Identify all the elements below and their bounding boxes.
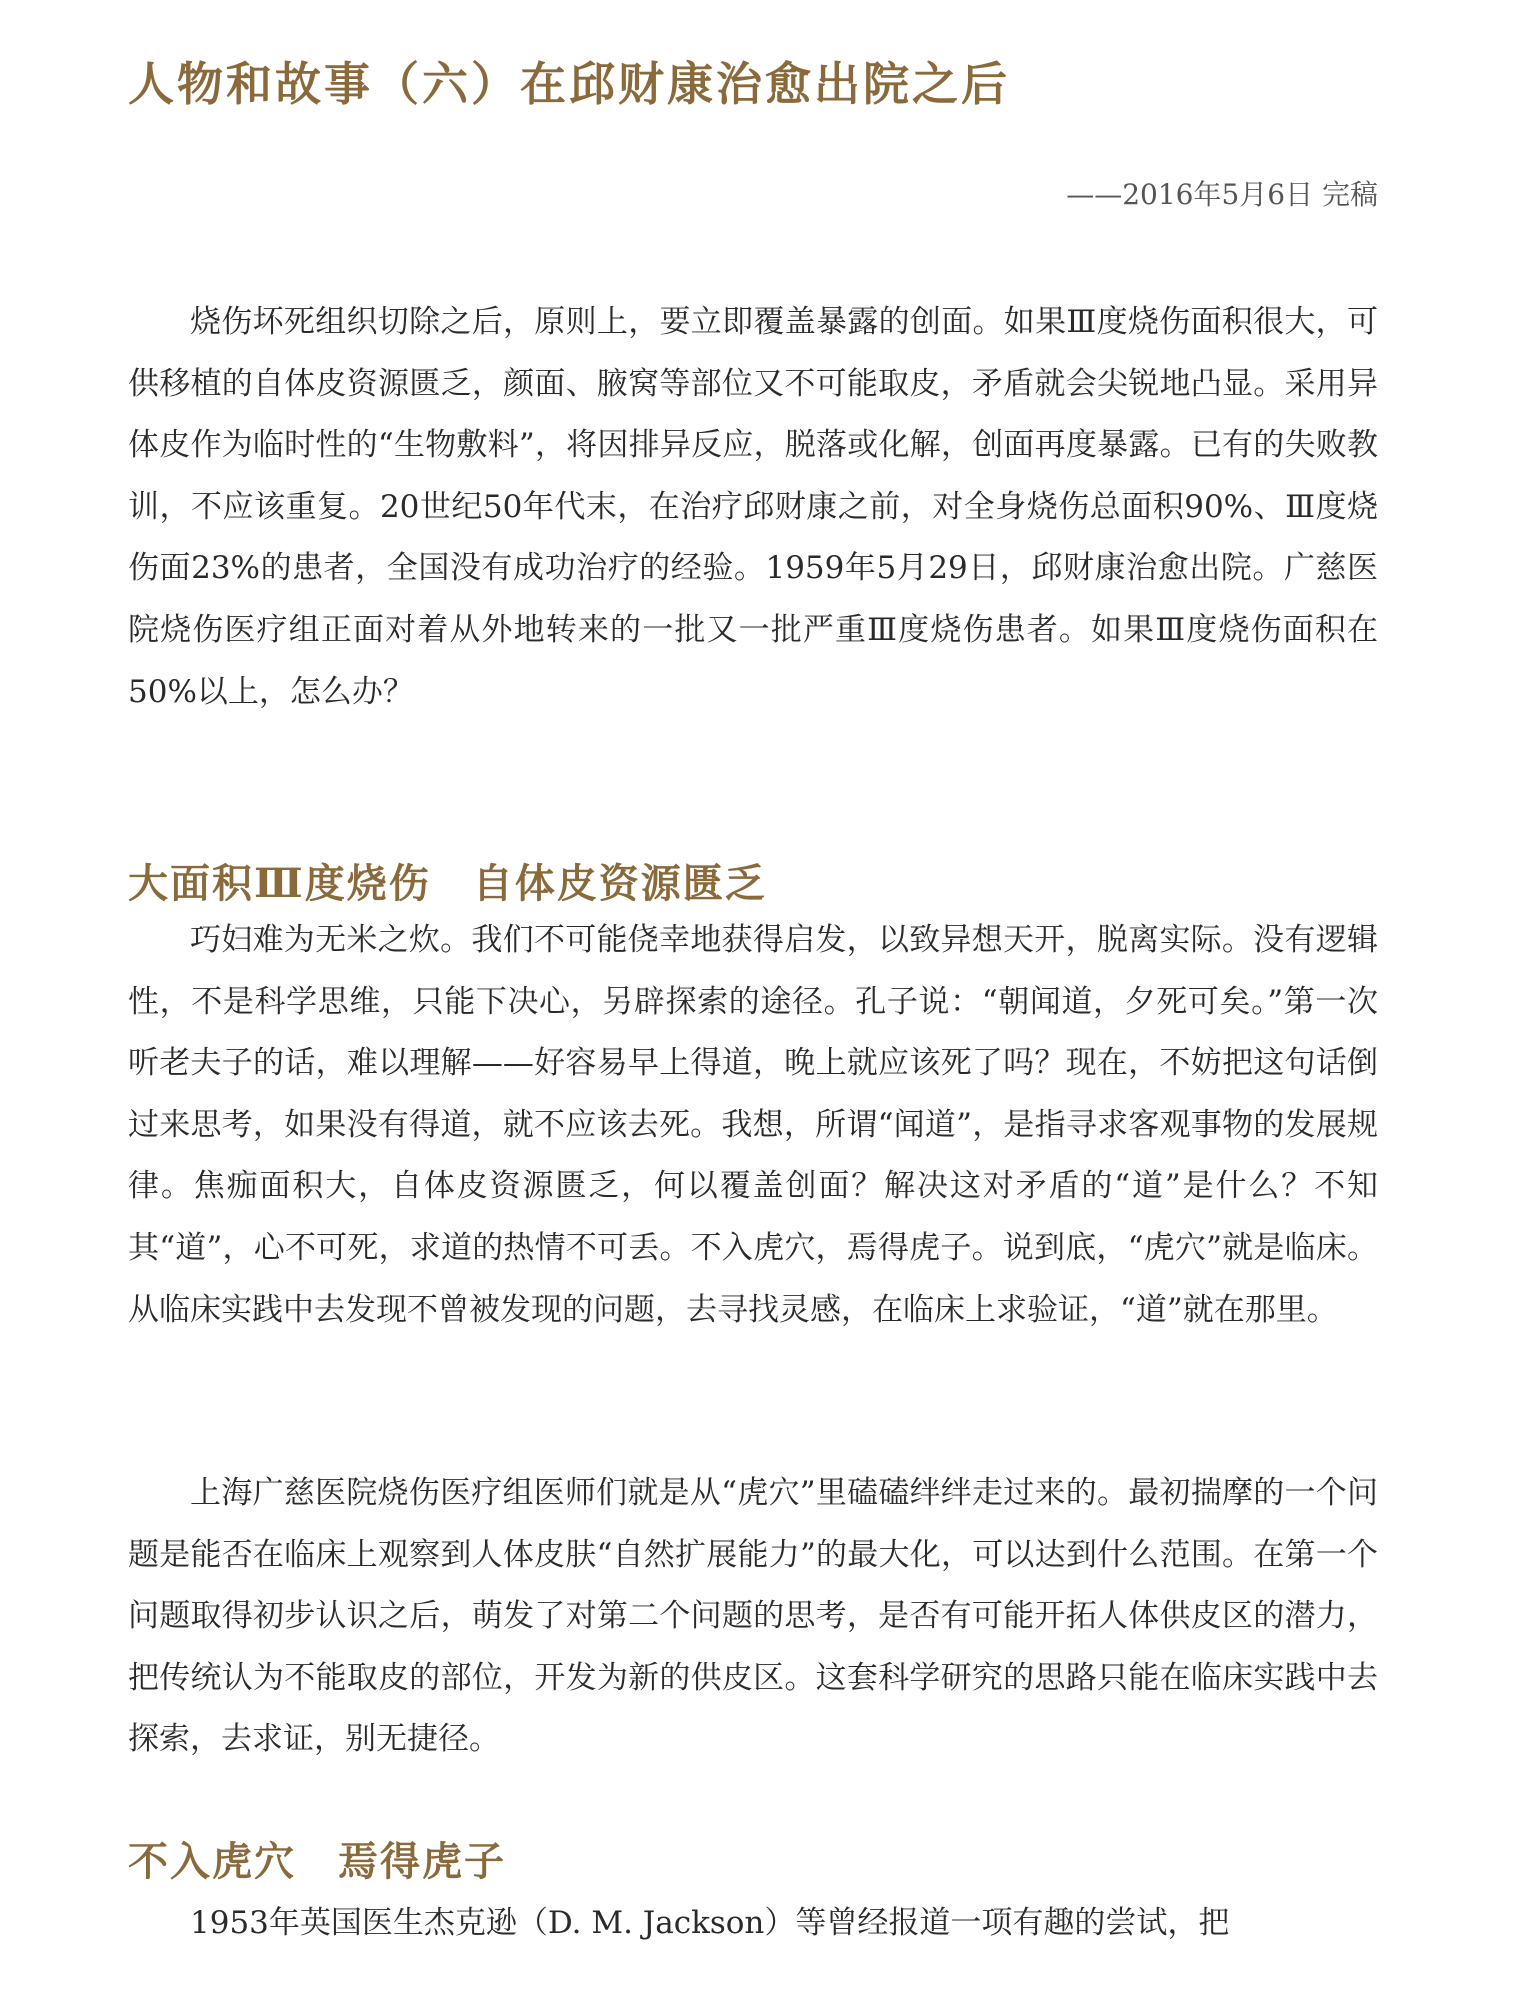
body-paragraph: 1953年英国医生杰克逊（D. M. Jackson）等曾经报道一项有趣的尝试，把 xyxy=(190,1905,1230,1941)
intro-paragraph: 烧伤坏死组织切除之后，原则上，要立即覆盖暴露的创面。如果Ⅲ度烧伤面积很大，可供移植的自体皮资源匮乏，颜面、腋窝等部位又不可能取皮，矛盾就会尖锐地凸显。采用异体皮作为临时性的“生物敷料”，将因排异反应，脱落或化解，创面再度暴露。已有的失败教训，不应该重复。20世纪50年代末，在治疗邱财康之前，对全身烧伤总面积90%、Ⅲ度烧伤面23%的患者，全国没有成功治疗的经验。1959年5月29日，邱财康治愈出院。广慈医院烧伤医疗组正面对着从外地转来的一批又一批严重Ⅲ度烧伤患者。如果Ⅲ度烧伤面积在50%以上，怎么办？ xyxy=(128,304,1378,710)
section-heading: 不入虎穴 焉得虎子 xyxy=(128,1838,506,1885)
completion-date: ——2016年5月6日 完稿 xyxy=(1066,178,1378,211)
body-paragraph: 上海广慈医院烧伤医疗组医师们就是从“虎穴”里磕磕绊绊走过来的。最初揣摩的一个问题是能否在临床上观察到人体皮肤“自然扩展能力”的最大化，可以达到什么范围。在第一个问题取得初步认识之后，萌发了对第二个问题的思考，是否有可能开拓人体供皮区的潜力，把传统认为不能取皮的部位，开发为新的供皮区。这套科学研究的思路只能在临床实践中去探索，去求证，别无捷径。 xyxy=(128,1475,1378,1758)
section-heading: 大面积Ⅲ度烧伤 自体皮资源匮乏 xyxy=(128,860,767,907)
body-paragraph: 巧妇难为无米之炊。我们不可能侥幸地获得启发，以致异想天开，脱离实际。没有逻辑性，不是科学思维，只能下决心，另辟探索的途径。孔子说：“朝闻道，夕死可矣。”第一次听老夫子的话，难以理解——好容易早上得道，晚上就应该死了吗？现在，不妨把这句话倒过来思考，如果没有得道，就不应该去死。我想，所谓“闻道”，是指寻求客观事物的发展规律。焦痂面积大，自体皮资源匮乏，何以覆盖创面？解决这对矛盾的“道”是什么？不知其“道”，心不可死，求道的热情不可丢。不入虎穴，焉得虎子。说到底，“虎穴”就是临床。从临床实践中去发现不曾被发现的问题，去寻找灵感，在临床上求验证，“道”就在那里。 xyxy=(128,922,1378,1328)
page-title: 人物和故事（六）在邱财康治愈出院之后 xyxy=(128,57,1010,111)
